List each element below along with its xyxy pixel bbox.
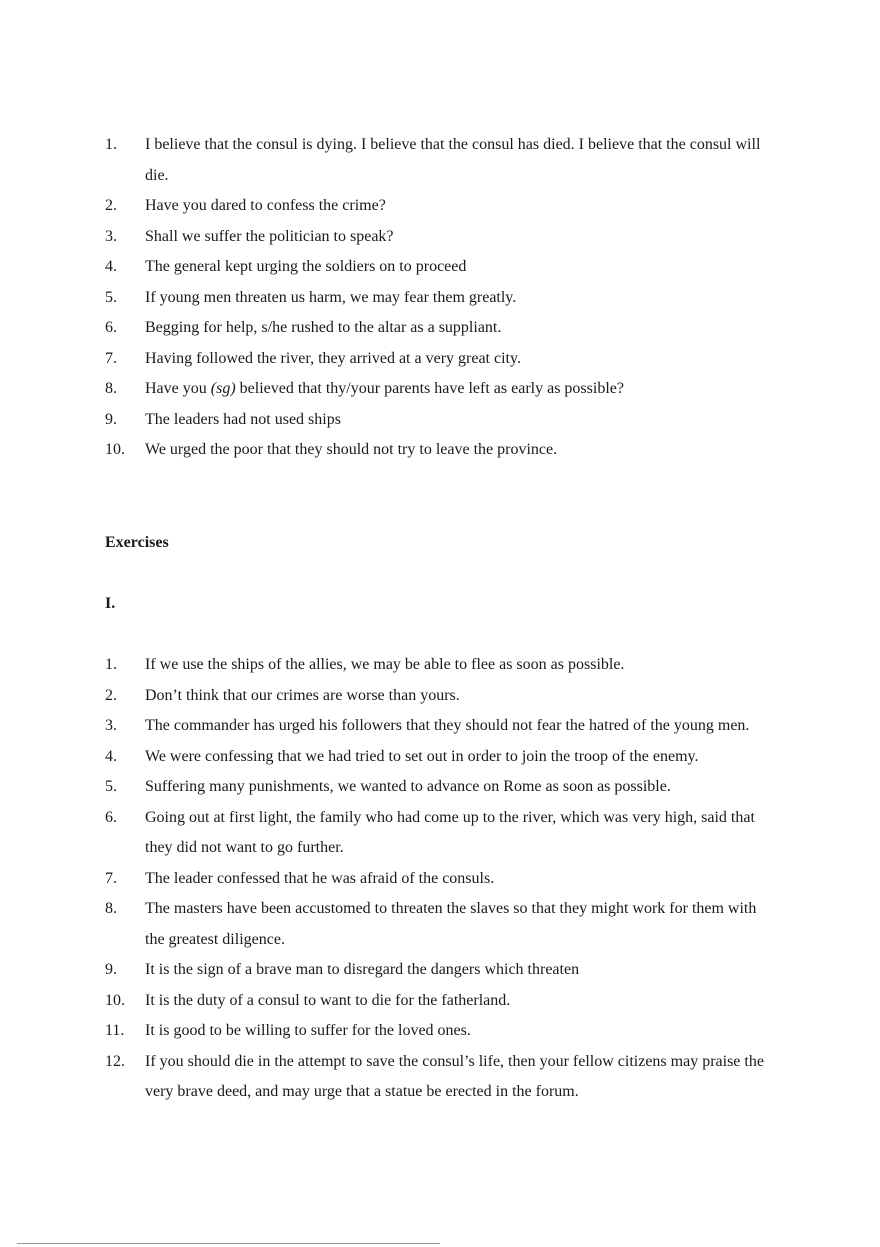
item-number: 12. xyxy=(105,1052,125,1070)
list-item xyxy=(105,772,770,803)
item-number: 11. xyxy=(105,1022,125,1039)
list-item xyxy=(105,283,770,314)
item-text-italic: (sg) xyxy=(210,380,236,397)
item-text-before: Have you xyxy=(145,380,211,397)
exercises-heading: Exercises xyxy=(105,534,169,551)
list-item xyxy=(105,681,770,712)
item-text: It is the duty of a consul to want to die for the fatherland. xyxy=(145,991,511,1009)
list-item xyxy=(105,650,770,681)
list-item xyxy=(105,894,770,955)
item-number: 4. xyxy=(105,747,117,765)
list-item xyxy=(105,344,770,375)
item-number: 7. xyxy=(105,869,117,887)
item-text: The masters have been accustomed to threaten the slaves so that they might work for them with the greatest diligence. xyxy=(145,900,757,948)
list-item xyxy=(105,435,770,466)
item-text: We urged the poor that they should not try to leave the province. xyxy=(145,441,558,458)
list-item xyxy=(105,252,770,283)
item-text: If you should die in the attempt to save the consul’s life, then your fellow citizens may praise the very brave deed, and may urge that a statue be erected in the forum. xyxy=(145,1052,764,1100)
list-item xyxy=(105,1047,770,1108)
list-item xyxy=(105,313,770,344)
list-item xyxy=(105,130,770,191)
item-number: 1. xyxy=(105,136,117,153)
item-text: The commander has urged his followers that they should not fear the hatred of the young men. xyxy=(145,717,750,734)
exercise-list xyxy=(105,650,770,1108)
item-text: Going out at first light, the family who had come up to the river, which was very high, said that they did not want to go further. xyxy=(145,808,755,856)
item-text: It is the sign of a brave man to disregard the dangers which threaten xyxy=(145,961,580,978)
list-item xyxy=(105,986,770,1017)
item-text: The general kept urging the soldiers on to proceed xyxy=(145,258,467,275)
list-item xyxy=(105,742,770,773)
list-item xyxy=(105,222,770,253)
item-number: 3. xyxy=(105,227,117,245)
section-label: I. xyxy=(105,595,116,612)
list-item xyxy=(105,711,770,742)
item-text: Don’t think that our crimes are worse than yours. xyxy=(145,686,460,704)
list-item xyxy=(105,374,770,405)
item-number: 9. xyxy=(105,961,117,978)
item-number: 8. xyxy=(105,380,117,397)
list-item xyxy=(105,1016,770,1047)
item-number: 7. xyxy=(105,349,117,367)
item-text: Shall we suffer the politician to speak? xyxy=(145,227,394,245)
footnote-divider xyxy=(17,1243,440,1244)
item-number: 6. xyxy=(105,319,117,336)
item-text: The leader confessed that he was afraid of the consuls. xyxy=(145,869,495,887)
list-item xyxy=(105,191,770,222)
item-text: It is good to be willing to suffer for the loved ones. xyxy=(145,1022,471,1039)
item-number: 4. xyxy=(105,258,117,275)
item-number: 1. xyxy=(105,656,117,673)
list-item xyxy=(105,955,770,986)
item-number: 6. xyxy=(105,808,117,826)
item-number: 9. xyxy=(105,410,117,428)
item-number: 10. xyxy=(105,991,125,1009)
item-text-after: believed that thy/your parents have left as early as possible? xyxy=(235,380,624,397)
item-number: 5. xyxy=(105,778,117,795)
item-number: 10. xyxy=(105,441,125,458)
list-item xyxy=(105,405,770,436)
item-number: 8. xyxy=(105,900,117,917)
translation-list xyxy=(105,130,770,466)
item-number: 5. xyxy=(105,288,117,306)
item-number: 2. xyxy=(105,197,117,214)
item-text: If young men threaten us harm, we may fear them greatly. xyxy=(145,288,517,306)
item-number: 3. xyxy=(105,717,117,734)
item-text: The leaders had not used ships xyxy=(145,410,341,428)
item-text: We were confessing that we had tried to set out in order to join the troop of the enemy. xyxy=(145,747,699,765)
item-text: Suffering many punishments, we wanted to advance on Rome as soon as possible. xyxy=(145,778,671,795)
item-text: I believe that the consul is dying. I believe that the consul has died. I believe that the consul will die. xyxy=(145,136,761,184)
item-text: Begging for help, s/he rushed to the altar as a suppliant. xyxy=(145,319,502,336)
item-text xyxy=(145,374,770,405)
item-number: 2. xyxy=(105,686,117,704)
item-text: If we use the ships of the allies, we may be able to flee as soon as possible. xyxy=(145,656,625,673)
item-text: Having followed the river, they arrived at a very great city. xyxy=(145,349,521,367)
list-item xyxy=(105,864,770,895)
item-text: Have you dared to confess the crime? xyxy=(145,197,386,214)
list-item xyxy=(105,803,770,864)
